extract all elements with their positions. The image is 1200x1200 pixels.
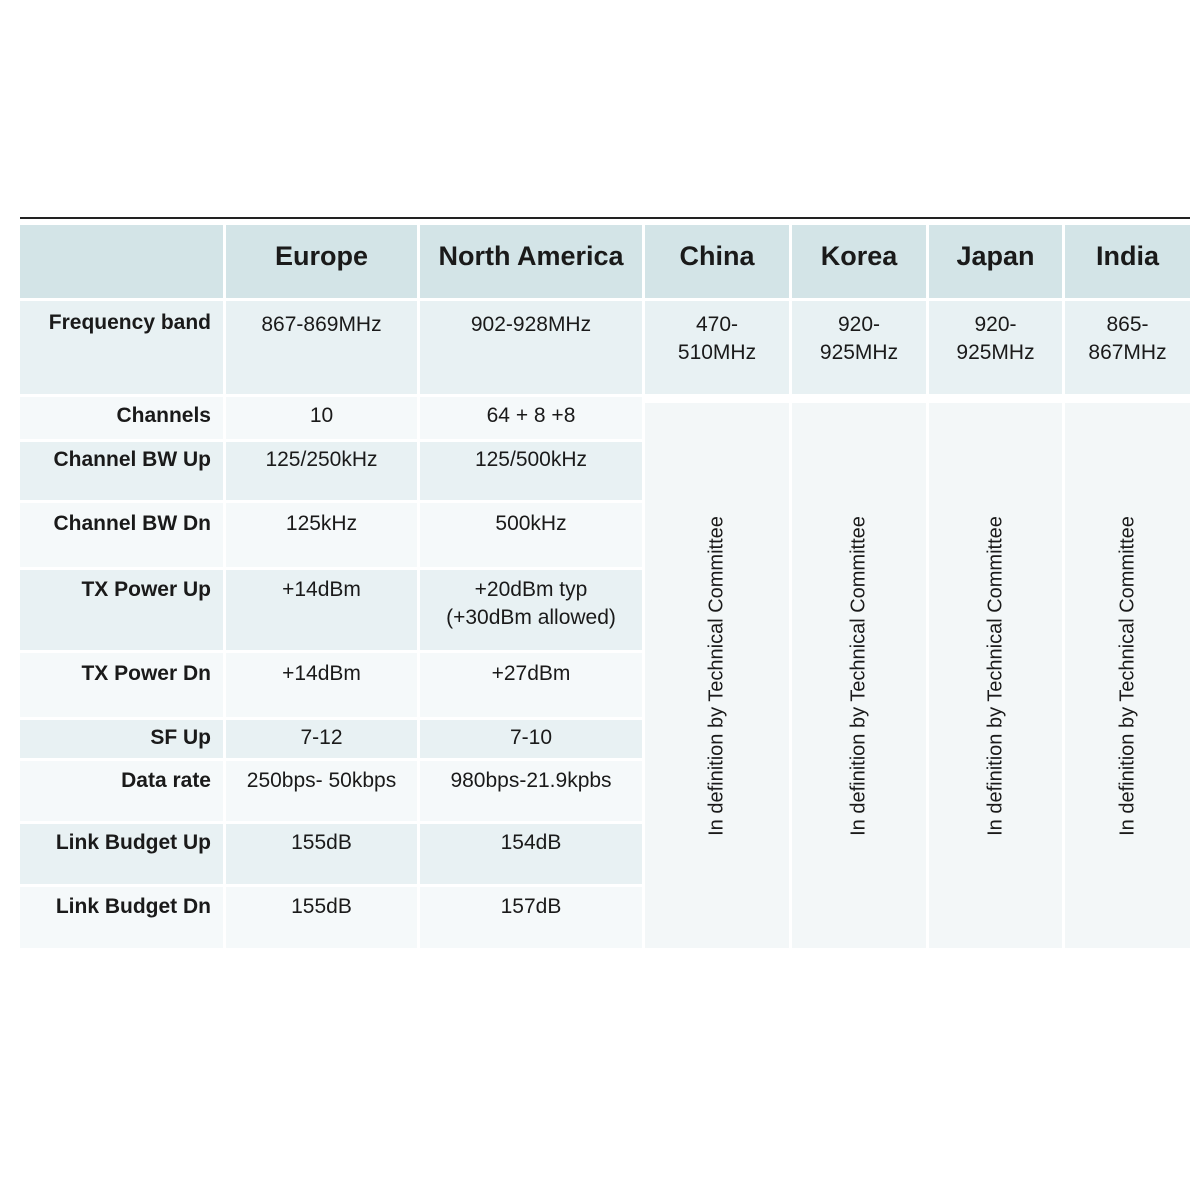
cell-europe-tx-power-dn: +14dBm: [226, 653, 417, 717]
na-tx-power-up-line-2: (+30dBm allowed): [446, 606, 616, 629]
cell-na-tx-power-up: [420, 570, 642, 650]
japan-frequency-line-1: 920-: [974, 313, 1017, 336]
cell-na-link-budget-dn: 157dB: [420, 887, 642, 948]
cell-na-frequency-band: 902-928MHz: [420, 301, 642, 394]
header-china: China: [645, 225, 789, 298]
header-europe: Europe: [226, 225, 417, 298]
cell-europe-tx-power-up: +14dBm: [226, 570, 417, 650]
cell-na-channel-bw-up: 125/500kHz: [420, 442, 642, 500]
row-label-channel-bw-up: Channel BW Up: [20, 442, 223, 500]
cell-europe-channel-bw-up: 125/250kHz: [226, 442, 417, 500]
korea-frequency-line-2: 925MHz: [819, 341, 899, 364]
cell-europe-link-budget-up: 155dB: [226, 824, 417, 884]
row-label-channels: Channels: [20, 397, 223, 439]
row-label-channel-bw-dn: Channel BW Dn: [20, 503, 223, 567]
india-frequency-line-2: 867MHz: [1088, 341, 1167, 364]
row-label-sf-up: SF Up: [20, 720, 223, 758]
korea-pending-text: In definition by Technical Committee: [847, 515, 870, 836]
china-frequency-line-2: 510MHz: [677, 341, 757, 364]
cell-europe-frequency-band: 867-869MHz: [226, 301, 417, 394]
cell-na-data-rate: 980bps-21.9kpbs: [420, 761, 642, 821]
china-frequency-line-1: 470-: [695, 313, 739, 336]
row-label-frequency-band: Frequency band: [20, 301, 223, 394]
header-corner: [20, 225, 223, 298]
na-tx-power-up-line-1: +20dBm typ: [474, 578, 588, 601]
india-pending-cell: [1065, 403, 1190, 948]
cell-europe-sf-up: 7-12: [226, 720, 417, 758]
cell-korea-frequency-band: [792, 301, 926, 394]
header-india: India: [1065, 225, 1190, 298]
row-label-data-rate: Data rate: [20, 761, 223, 821]
india-pending-text: In definition by Technical Committee: [1116, 515, 1138, 836]
header-korea: Korea: [792, 225, 926, 298]
cell-india-frequency-band: [1065, 301, 1190, 394]
row-label-tx-power-up: TX Power Up: [20, 570, 223, 650]
header-north-america: North America: [420, 225, 642, 298]
cell-china-frequency-band: [645, 301, 789, 394]
table-top-rule: [20, 217, 1190, 219]
japan-pending-text: In definition by Technical Committee: [984, 515, 1006, 836]
india-frequency-line-1: 865-: [1106, 313, 1149, 336]
cell-na-tx-power-dn: +27dBm: [420, 653, 642, 717]
cell-na-link-budget-up: 154dB: [420, 824, 642, 884]
cell-europe-channel-bw-dn: 125kHz: [226, 503, 417, 567]
header-japan: Japan: [929, 225, 1062, 298]
cell-europe-data-rate: 250bps- 50kbps: [226, 761, 417, 821]
china-pending-text: In definition by Technical Committee: [705, 515, 728, 836]
cell-na-channels: 64 + 8 +8: [420, 397, 642, 439]
cell-na-channel-bw-dn: 500kHz: [420, 503, 642, 567]
korea-pending-cell: [792, 403, 926, 948]
cell-na-sf-up: 7-10: [420, 720, 642, 758]
cell-europe-channels: 10: [226, 397, 417, 439]
china-pending-cell: [645, 403, 789, 948]
row-label-tx-power-dn: TX Power Dn: [20, 653, 223, 717]
cell-europe-link-budget-dn: 155dB: [226, 887, 417, 948]
row-label-link-budget-dn: Link Budget Dn: [20, 887, 223, 948]
japan-pending-cell: [929, 403, 1062, 948]
japan-frequency-line-2: 925MHz: [956, 341, 1035, 364]
cell-japan-frequency-band: [929, 301, 1062, 394]
korea-frequency-line-1: 920-: [837, 313, 881, 336]
row-label-link-budget-up: Link Budget Up: [20, 824, 223, 884]
